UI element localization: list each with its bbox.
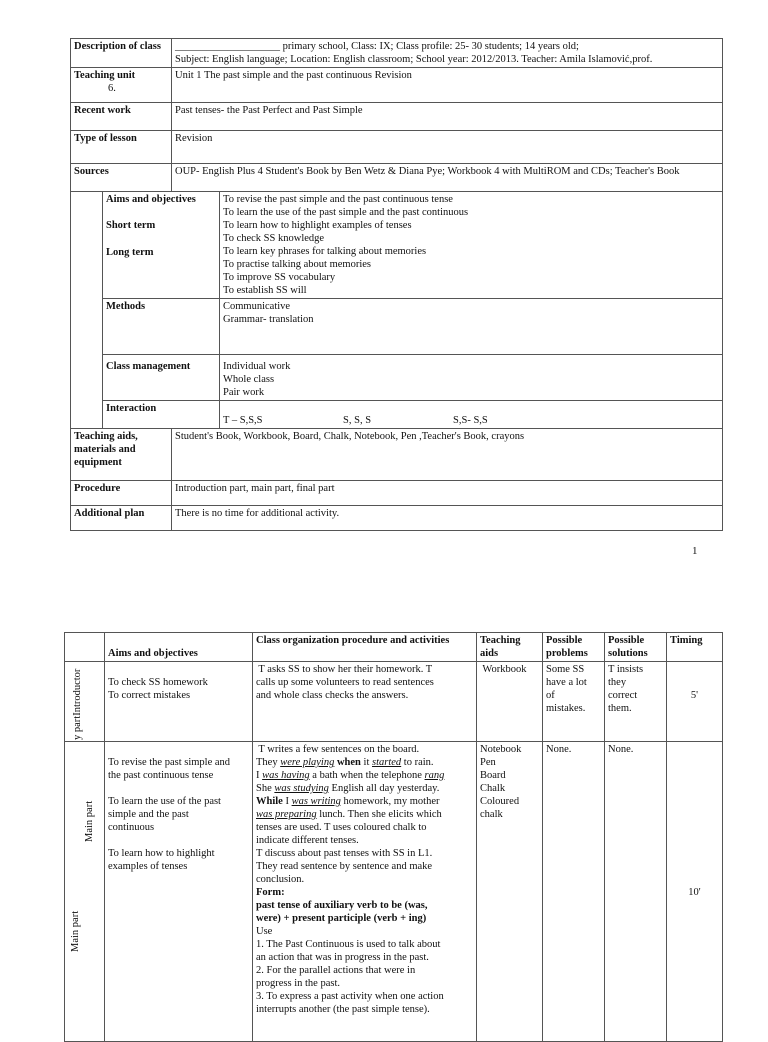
aims-list [220, 192, 723, 299]
header-aims: Aims and objectives [105, 633, 253, 662]
header-procedure: Class organization procedure and activities [253, 633, 477, 662]
type-value: Revision [172, 131, 723, 164]
recent-work-value: Past tenses- the Past Perfect and Past Simple [172, 103, 723, 131]
main-aids [477, 742, 543, 1042]
procedure-table [64, 632, 723, 1042]
form-label: Form: [256, 887, 285, 898]
main-aim-line: To learn how to highlight [108, 848, 215, 859]
use-line: 1. The Past Continuous is used to talk about [256, 939, 441, 950]
intro-aims [105, 662, 253, 742]
aids-row [71, 429, 723, 481]
intro-side-label: y partIntroductor [72, 668, 83, 740]
teaching-unit-label-cell [71, 68, 172, 103]
main-aim-line: To revise the past simple and [108, 757, 231, 768]
intro-problem-line: mistakes. [546, 703, 586, 714]
main-proc-line: T discuss about past tenses with SS in L1. [256, 848, 433, 859]
recent-work-label: Recent work [71, 103, 172, 131]
class-mgmt-label: Class management [103, 355, 220, 401]
main-proc-line: indicate different tenses. [256, 835, 359, 846]
main-aid-item: Notebook [480, 744, 522, 755]
example-sentence-3: She was studying English all day yesterday. [256, 783, 440, 794]
main-proc-line: tenses are used. T uses coloured chalk to [256, 822, 427, 833]
class-mgmt-item: Whole class [223, 374, 275, 385]
method-item: Grammar- translation [223, 314, 314, 325]
description-row [71, 39, 723, 68]
aim-item: To practise talking about memories [223, 259, 371, 270]
intro-row [65, 662, 723, 742]
aim-item: To establish SS will [223, 285, 307, 296]
main-aid-item: Coloured [480, 796, 520, 807]
main-aid-item: Board [480, 770, 506, 781]
class-mgmt-list [220, 355, 723, 401]
main-aid-item: chalk [480, 809, 503, 820]
intro-aim-item: To correct mistakes [108, 690, 191, 701]
intro-solution-line: correct [608, 690, 638, 701]
aims-spacer [71, 192, 103, 429]
intro-solution-line: T insists [608, 664, 644, 675]
use-line: 3. To express a past activity when one action [256, 991, 444, 1002]
intro-problems [543, 662, 605, 742]
recent-work-row [71, 103, 723, 131]
header-timing: Timing [667, 633, 723, 662]
sources-label: Sources [71, 164, 172, 192]
intro-proc-line: and whole class checks the answers. [256, 690, 409, 701]
lesson-plan-table [70, 38, 723, 531]
additional-row [71, 506, 723, 531]
methods-list [220, 299, 723, 355]
header-blank [65, 633, 105, 662]
header-aids: Teaching aids [477, 633, 543, 662]
intro-side-cell [65, 662, 105, 742]
type-label: Type of lesson [71, 131, 172, 164]
example-sentence-2: I was having a bath when the telephone rang [256, 770, 445, 781]
use-line: an action that was in progress in the past. [256, 952, 429, 963]
intro-aim-item: To check SS homework [108, 677, 208, 688]
main-aid-item: Pen [480, 757, 496, 768]
main-row [65, 742, 723, 1042]
intro-solution-line: they [608, 677, 627, 688]
interaction-value: S, S, S [343, 415, 372, 426]
methods-row [71, 299, 723, 355]
intro-aids: Workbook [477, 662, 543, 742]
intro-proc-line: calls up some volunteers to read sentences [256, 677, 434, 688]
procedure-header-row [65, 633, 723, 662]
intro-proc-line: T asks SS to show her their homework. T [256, 664, 433, 675]
example-sentence-5: was preparing lunch. Then she elicits which [256, 809, 442, 820]
main-side-label-inner: Main part [84, 800, 95, 842]
main-aim-line: simple and the past [108, 809, 189, 820]
interaction-values [220, 401, 723, 429]
aim-item: To learn how to highlight examples of tenses [223, 220, 412, 231]
additional-label: Additional plan [71, 506, 172, 531]
page-number: 1 [692, 545, 698, 557]
use-line: progress in the past. [256, 978, 340, 989]
main-proc-line: They read sentence by sentence and make [256, 861, 433, 872]
use-line: interrupts another (the past simple tense). [256, 1004, 430, 1015]
description-line1: ____________________ primary school, Class: IX; Class profile: 25- 30 students; 14 years old; [175, 41, 579, 52]
procedure-value: Introduction part, main part, final part [172, 481, 723, 506]
teaching-unit-label: Teaching unit [74, 70, 136, 81]
description-label: Description of class [71, 39, 172, 68]
intro-solution-line: them. [608, 703, 632, 714]
header-problems: Possible problems [543, 633, 605, 662]
example-sentence-1: They were playing when it started to rain. [256, 757, 434, 768]
main-solutions: None. [605, 742, 667, 1042]
type-row [71, 131, 723, 164]
method-item: Communicative [223, 301, 291, 312]
short-term-label: Short term [106, 220, 156, 231]
aims-label: Aims and objectives [106, 194, 196, 205]
use-line: 2. For the parallel actions that were in [256, 965, 416, 976]
main-proc-intro: T writes a few sentences on the board. [256, 744, 420, 755]
use-label: Use [256, 926, 273, 937]
aids-label: Teaching aids, materials and equipment [71, 429, 172, 481]
sources-value: OUP- English Plus 4 Student's Book by Ben Wetz & Diana Pye; Workbook 4 with MultiROM and CDs; Teacher's Book [172, 164, 723, 192]
aims-label-cell [103, 192, 220, 299]
methods-label: Methods [103, 299, 220, 355]
interaction-row [71, 401, 723, 429]
class-mgmt-item: Individual work [223, 361, 291, 372]
class-mgmt-item: Pair work [223, 387, 265, 398]
description-line2: Subject: English language; Location: English classroom; School year: 2012/2013. Teacher: Amila Islamović,prof. [175, 54, 653, 65]
intro-timing: 5' [667, 662, 723, 742]
aim-item: To improve SS vocabulary [223, 272, 336, 283]
main-aim-line: examples of tenses [108, 861, 188, 872]
interaction-label: Interaction [103, 401, 220, 429]
aids-value: Student's Book, Workbook, Board, Chalk, Notebook, Pen ,Teacher's Book, crayons [172, 429, 723, 481]
interaction-value: T – S,S,S [223, 415, 263, 426]
main-aim-line: To learn the use of the past [108, 796, 221, 807]
additional-value: There is no time for additional activity. [172, 506, 723, 531]
description-value [172, 39, 723, 68]
aim-item: To revise the past simple and the past continuous tense [223, 194, 453, 205]
form-line: were) + present participle (verb + ing) [256, 913, 427, 924]
interaction-value: S,S- S,S [453, 415, 488, 426]
main-procedure [253, 742, 477, 1042]
main-aim-line: the past continuous tense [108, 770, 214, 781]
main-aid-item: Chalk [480, 783, 506, 794]
aim-item: To learn key phrases for talking about memories [223, 246, 427, 257]
example-sentence-4: While I was writing homework, my mother [256, 796, 440, 807]
intro-solutions [605, 662, 667, 742]
intro-problem-line: of [546, 690, 555, 701]
aim-item: To check SS knowledge [223, 233, 325, 244]
aim-item: To learn the use of the past simple and the past continuous [223, 207, 469, 218]
teaching-unit-value: Unit 1 The past simple and the past continuous Revision [172, 68, 723, 103]
teaching-unit-row [71, 68, 723, 103]
main-side-label: Main part [70, 910, 81, 952]
main-side-cell [65, 742, 105, 1042]
main-aim-line: continuous [108, 822, 155, 833]
main-aims [105, 742, 253, 1042]
procedure-row [71, 481, 723, 506]
main-problems: None. [543, 742, 605, 1042]
intro-procedure [253, 662, 477, 742]
aims-row [71, 192, 723, 299]
main-timing: 10' [667, 742, 723, 1042]
procedure-label: Procedure [71, 481, 172, 506]
teaching-unit-number: 6. [108, 83, 116, 94]
intro-problem-line: Some SS [546, 664, 585, 675]
main-proc-line: conclusion. [256, 874, 305, 885]
form-line: past tense of auxiliary verb to be (was, [256, 900, 428, 911]
long-term-label: Long term [106, 247, 154, 258]
class-mgmt-row [71, 355, 723, 401]
sources-row [71, 164, 723, 192]
header-solutions: Possible solutions [605, 633, 667, 662]
intro-problem-line: have a lot [546, 677, 587, 688]
